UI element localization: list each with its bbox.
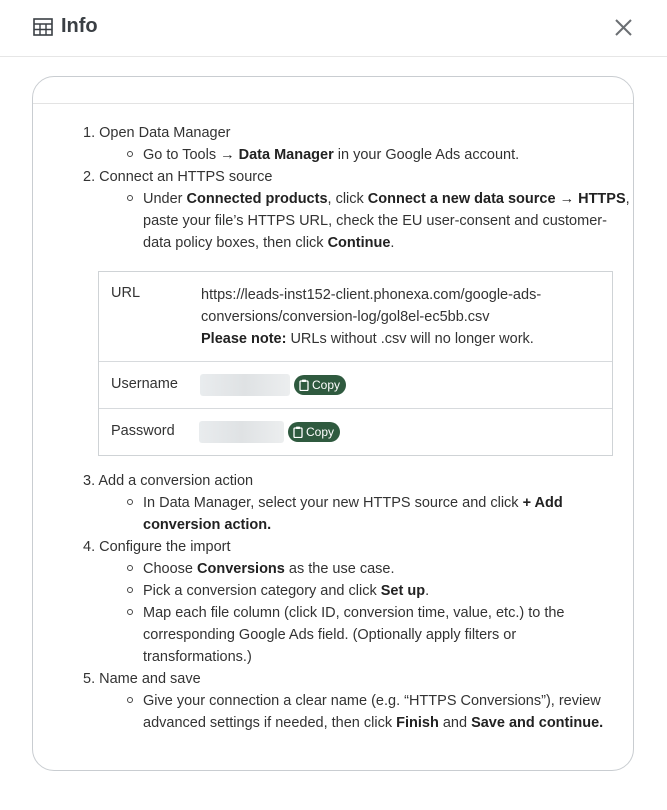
card-divider [33, 103, 633, 104]
step-2-label: Connect an HTTPS source [99, 169, 273, 185]
step-4-detail-3-line1: Map each file column (click ID, conversion time, value, etc.) to the [143, 605, 565, 621]
close-icon[interactable] [614, 18, 633, 37]
bullet [127, 587, 133, 593]
bullet [127, 499, 133, 505]
step-1: 1. Open Data Manager [83, 125, 231, 141]
step-2-detail-line2: paste your file’s HTTPS URL, check the EU user-consent and customer- [143, 213, 607, 229]
username-masked-value [200, 374, 290, 396]
step-3-label: Add a conversion action [98, 473, 254, 489]
step-4: 4. Configure the import [83, 539, 231, 555]
modal-header [0, 0, 667, 57]
url-note: Please note: URLs without .csv will no longer work. [201, 331, 534, 347]
password-label: Password [111, 423, 175, 439]
step-4-detail-1: Choose Conversions as the use case. [143, 561, 395, 577]
step-5-detail-line1: Give your connection a clear name (e.g. “HTTPS Conversions”), review [143, 693, 601, 709]
row-divider [99, 361, 612, 362]
modal-title: Info [61, 15, 98, 37]
bullet [127, 565, 133, 571]
url-value-line2[interactable]: conversions/conversion-log/gol8el-ec5bb.csv [201, 309, 490, 325]
step-5-detail-line2: advanced settings if needed, then click Finish and Save and continue. [143, 715, 604, 731]
step-4-detail-2: Pick a conversion category and click Set up. [143, 583, 430, 599]
step-1-detail: Go to Tools → Data Manager in your Google Ads account. [143, 147, 520, 163]
step-3: 3. Add a conversion action [83, 473, 254, 489]
row-divider [99, 408, 612, 409]
step-2-detail-line1: Under Connected products, click Connect a new data source → HTTPS, [143, 191, 630, 207]
step-5-label: Name and save [99, 671, 201, 687]
bullet [127, 151, 133, 157]
username-label: Username [111, 376, 178, 392]
step-3-detail-line1: In Data Manager, select your new HTTPS source and click + Add [143, 495, 563, 511]
clipboard-icon [299, 379, 309, 391]
bullet [127, 609, 133, 615]
step-2-detail-line3: data policy boxes, then click Continue. [143, 235, 395, 251]
step-4-detail-3-line3: transformations.) [143, 649, 252, 665]
step-3-detail-line2: conversion action. [143, 517, 272, 533]
clipboard-icon [293, 426, 303, 438]
url-value-line1[interactable]: https://leads-inst152-client.phonexa.com/google-ads- [201, 287, 542, 303]
step-5: 5. Name and save [83, 671, 201, 687]
credentials-table [98, 271, 613, 456]
bullet [127, 697, 133, 703]
password-masked-value [199, 421, 284, 443]
bullet [127, 195, 133, 201]
copy-username-button[interactable]: Copy [294, 375, 346, 395]
url-label: URL [111, 285, 141, 301]
step-2: 2. Connect an HTTPS source [83, 169, 273, 185]
copy-password-button[interactable]: Copy [288, 422, 340, 442]
step-4-detail-3-line2: corresponding Google Ads field. (Optionally apply filters or [143, 627, 517, 643]
table-icon [33, 18, 53, 36]
step-4-label: Configure the import [99, 539, 231, 555]
step-1-label: Open Data Manager [99, 125, 231, 141]
